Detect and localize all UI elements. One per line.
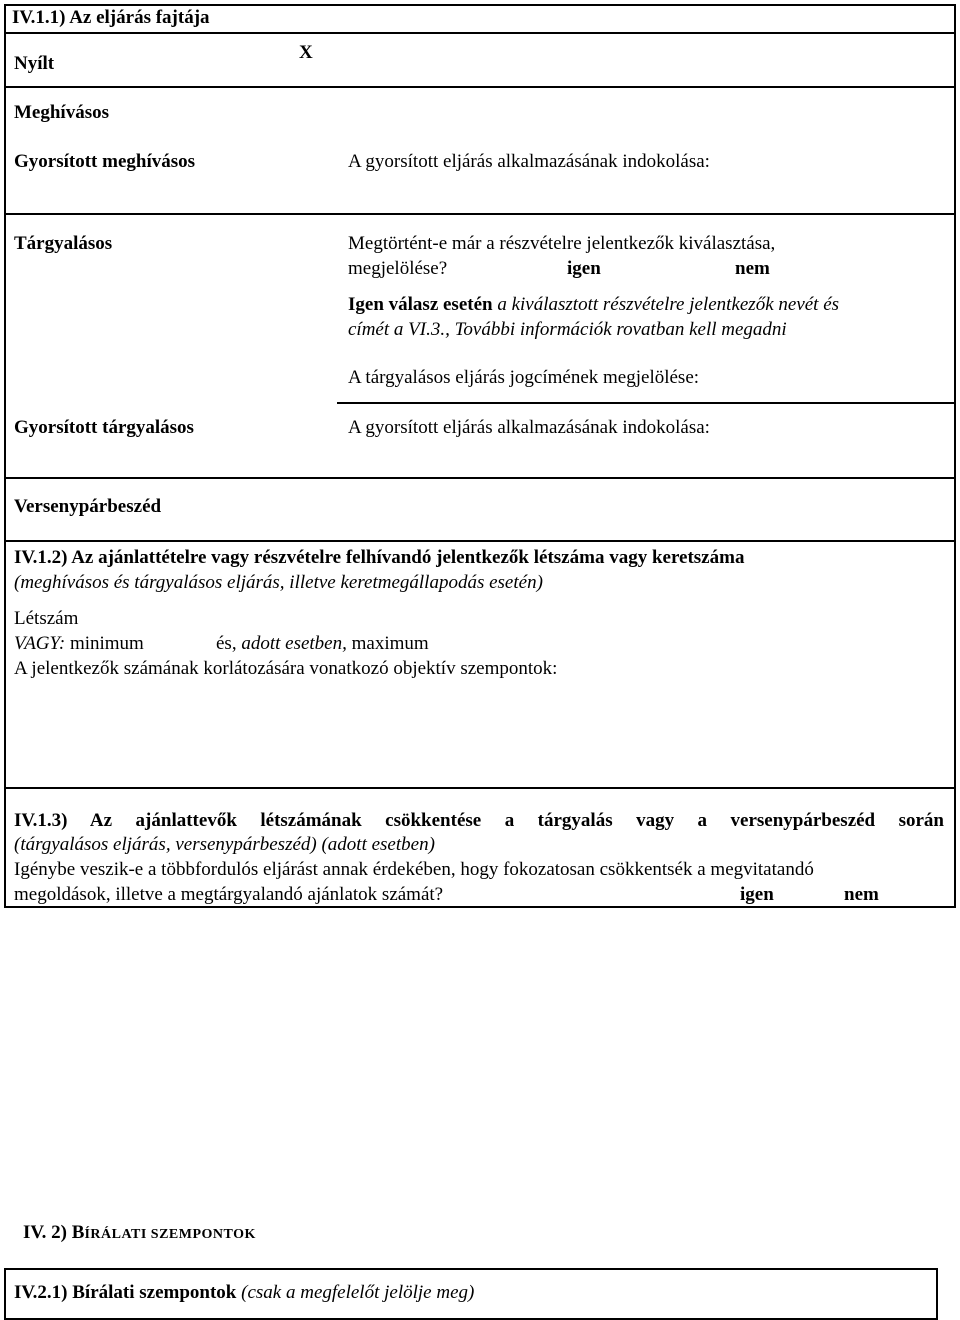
section-subheading-letszam: (meghívásos és tárgyalásos eljárás, illetve keretmegállapodás esetén) — [14, 572, 543, 593]
table-border-top — [4, 1268, 938, 1270]
question-line-2: megjelölése? — [348, 258, 448, 279]
option-gyorsitott-targyalasos: Gyorsított tárgyalásos — [14, 417, 194, 438]
section-heading-biralati-szempontok: IV. 2) BÍRÁLATI SZEMPONTOK — [23, 1222, 256, 1243]
table-border-top — [4, 4, 956, 6]
table-border-right — [954, 540, 956, 908]
field-label-gyorsitott-indokolas: A gyorsított eljárás alkalmazásának indokolása: — [348, 151, 710, 172]
table-border-right — [936, 1268, 938, 1320]
option-meghivasos: Meghívásos — [14, 102, 109, 123]
question-tobbfordulos-line-2: megoldások, illetve a megtárgyalandó ajánlatok számát? — [14, 884, 444, 905]
question-tobbfordulos-line-1: Igénybe veszik-e a többfordulós eljárást annak érdekében, hogy fokozatosan csökkentsék a megvitatandó — [14, 859, 814, 880]
field-label-objektiv-szempontok: A jelentkezők számának korlátozására vonatkozó objektív szempontok: — [14, 658, 558, 679]
field-label-gyorsitott-indokolas-2: A gyorsított eljárás alkalmazásának indokolása: — [348, 417, 710, 438]
table-border-left — [4, 1268, 6, 1320]
question-line-1: Megtörtént-e már a részvételre jelentkezők kiválasztása, — [348, 233, 776, 254]
table-row-divider — [4, 477, 956, 479]
field-label-min-max: VAGY: minimum — [14, 633, 144, 654]
answer-igen-2: igen — [740, 884, 774, 905]
section-heading-letszam: IV.1.2) Az ajánlattételre vagy részvételre felhívandó jelentkezők létszáma vagy keretszáma — [14, 547, 745, 568]
section-heading-eljaras-fajtaja: IV.1.1) Az eljárás fajtája — [12, 7, 210, 28]
field-label-maximum: és, adott esetben, maximum — [216, 633, 429, 654]
table-partial-divider — [337, 402, 956, 404]
instruction-line-2: címét a VI.3., További információk rovatban kell megadni — [348, 319, 787, 340]
table-border-right — [954, 4, 956, 542]
instruction-line-1: Igen válasz esetén a kiválasztott részvételre jelentkezők nevét és — [348, 294, 840, 315]
answer-nem-2: nem — [844, 884, 879, 905]
table-border-left — [4, 4, 6, 542]
table-border-bottom — [4, 906, 956, 908]
section-heading-csokkentes: IV.1.3) Az ajánlattevők létszámának csökkentése a tárgyalás vagy a versenypárbeszéd során — [14, 810, 944, 831]
table-row-divider — [4, 32, 956, 34]
checked-mark: X — [299, 42, 313, 63]
table-row-divider — [4, 540, 956, 542]
section-heading-biralati-szempontok-2-1: IV.2.1) Bírálati szempontok (csak a megfelelőt jelölje meg) — [14, 1282, 475, 1303]
table-row-divider — [4, 86, 956, 88]
answer-nem: nem — [735, 258, 770, 279]
table-row-divider — [4, 213, 956, 215]
table-row-divider — [4, 787, 956, 789]
answer-igen: igen — [567, 258, 601, 279]
field-label-jogcim: A tárgyalásos eljárás jogcímének megjelölése: — [348, 367, 700, 388]
option-gyorsitott-meghivasos: Gyorsított meghívásos — [14, 151, 196, 172]
table-border-left — [4, 540, 6, 908]
option-targyalasos: Tárgyalásos — [14, 233, 113, 254]
option-versenyparbeszed: Versenypárbeszéd — [14, 496, 162, 517]
option-nyilt: Nyílt — [14, 53, 55, 74]
section-subheading-csokkentes: (tárgyalásos eljárás, versenypárbeszéd) (adott esetben) — [14, 834, 435, 855]
field-label-letszam: Létszám — [14, 608, 79, 629]
